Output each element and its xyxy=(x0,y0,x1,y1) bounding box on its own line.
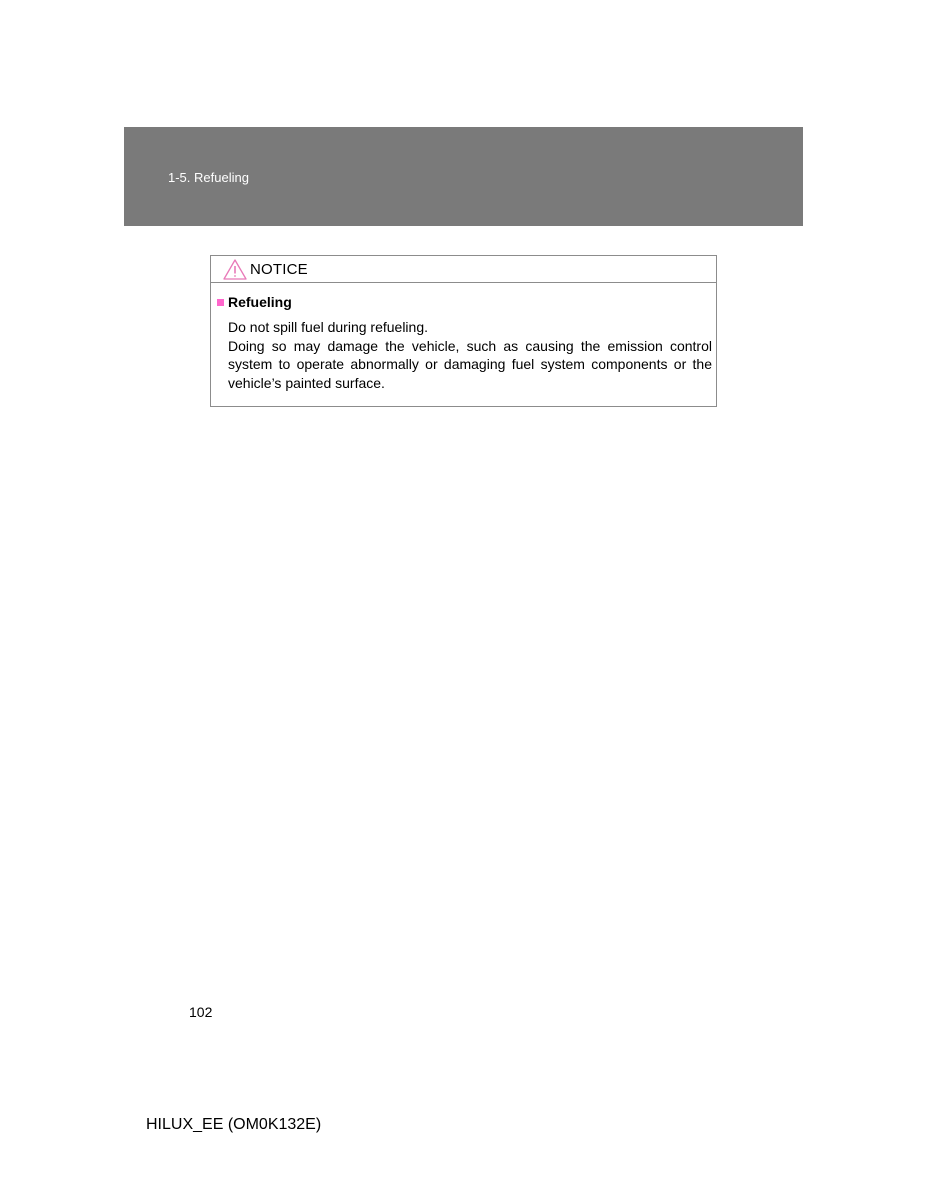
document-code: HILUX_EE (OM0K132E) xyxy=(146,1116,322,1133)
notice-title: NOTICE xyxy=(250,261,308,278)
bullet-square-icon xyxy=(217,299,224,306)
notice-box xyxy=(210,255,717,407)
section-title: 1-5. Refueling xyxy=(168,170,249,185)
notice-header xyxy=(211,256,716,283)
notice-subheading: Refueling xyxy=(228,294,292,310)
notice-line-2: Doing so may damage the vehicle, such as causing the emission control system to operate abnormally or damaging fuel system components or the vehicle’s painted surface. xyxy=(228,337,712,391)
chapter-header-band xyxy=(124,127,803,226)
notice-line-1: Do not spill fuel during refueling. xyxy=(228,319,429,335)
warning-triangle-icon xyxy=(223,259,247,280)
page-number: 102 xyxy=(189,1004,213,1020)
notice-text xyxy=(228,318,712,392)
